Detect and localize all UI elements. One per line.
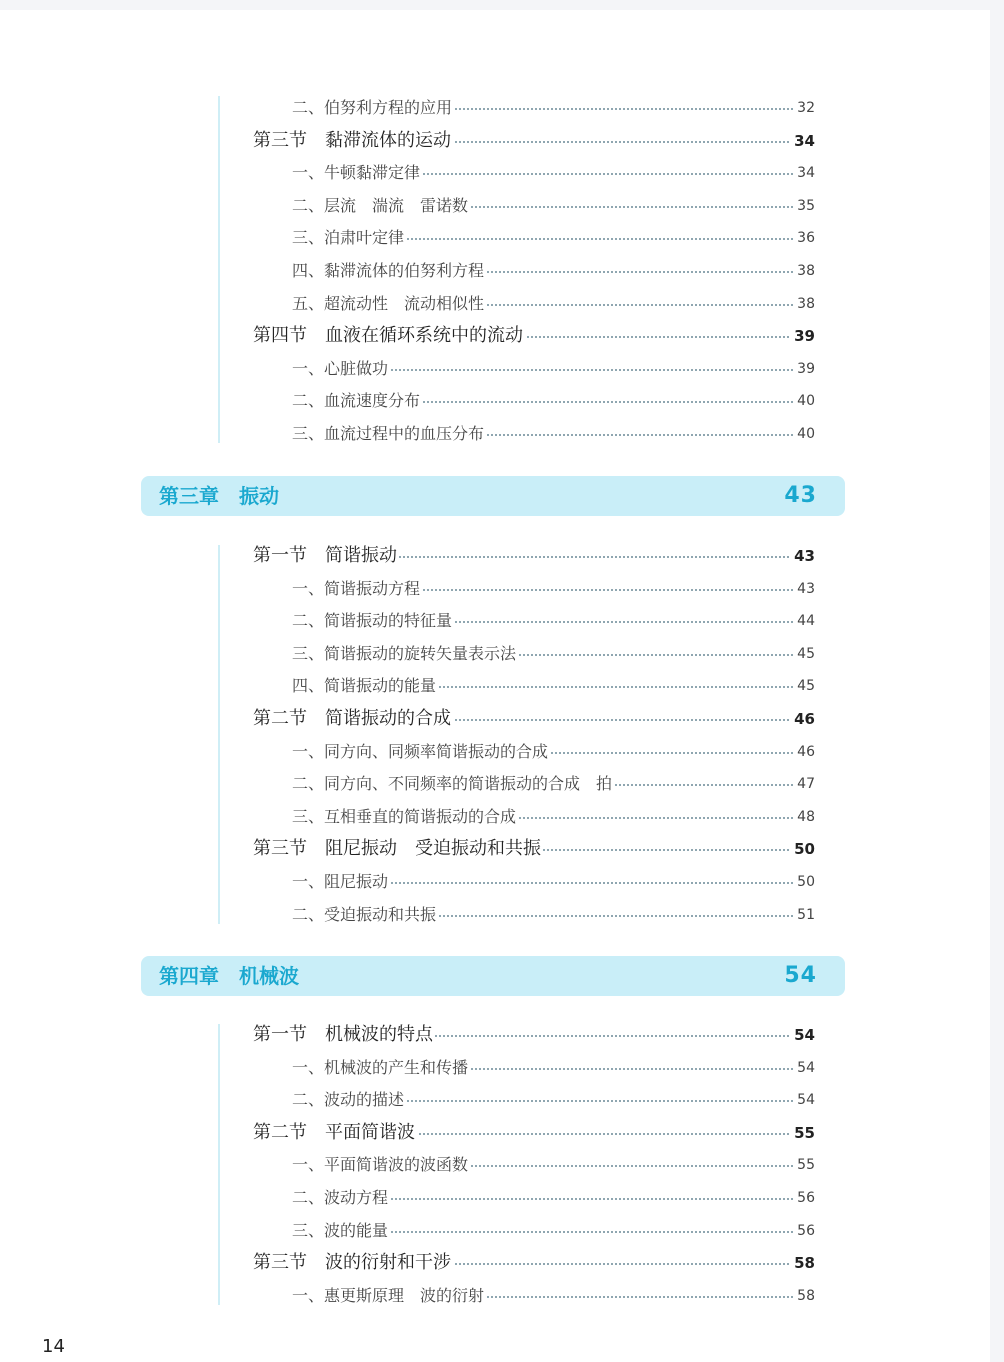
entry-title: 一、简谐振动方程 xyxy=(292,576,422,602)
toc-item-entry[interactable] xyxy=(0,95,990,121)
toc-item-entry[interactable] xyxy=(0,421,990,447)
entry-title: 三、泊肃叶定律 xyxy=(292,225,406,251)
entry-title: 一、惠更斯原理 波的衍射 xyxy=(292,1283,486,1309)
toc-item-entry[interactable] xyxy=(0,902,990,928)
entry-title: 一、平面简谐波的波函数 xyxy=(292,1152,470,1178)
toc-section-entry[interactable] xyxy=(0,836,990,862)
toc-item-entry[interactable] xyxy=(0,869,990,895)
entry-page-number: 38 xyxy=(793,258,815,284)
entry-title: 第一节 简谐振动 xyxy=(253,543,399,569)
entry-title: 第三节 阻尼振动 受迫振动和共振 xyxy=(253,836,543,862)
toc-item-entry[interactable] xyxy=(0,804,990,830)
entry-page-number: 50 xyxy=(790,836,815,862)
entry-page-number: 48 xyxy=(793,804,815,830)
entry-page-number: 38 xyxy=(793,291,815,317)
toc-section-entry[interactable] xyxy=(0,1022,990,1048)
entry-page-number: 56 xyxy=(793,1218,815,1244)
entry-page-number: 40 xyxy=(793,421,815,447)
entry-page-number: 55 xyxy=(790,1120,815,1146)
page-number: 14 xyxy=(42,1336,65,1357)
toc-item-entry[interactable] xyxy=(0,1218,990,1244)
toc-item-entry[interactable] xyxy=(0,1087,990,1113)
entry-title: 三、简谐振动的旋转矢量表示法 xyxy=(292,641,518,667)
toc-item-entry[interactable] xyxy=(0,356,990,382)
entry-page-number: 35 xyxy=(793,193,815,219)
entry-page-number: 34 xyxy=(790,128,815,154)
toc-section-entry[interactable] xyxy=(0,323,990,349)
toc-item-entry[interactable] xyxy=(0,291,990,317)
toc-section-entry[interactable] xyxy=(0,706,990,732)
toc-item-entry[interactable] xyxy=(0,673,990,699)
chapter-title: 第四章 机械波 xyxy=(159,964,299,988)
entry-title: 一、心脏做功 xyxy=(292,356,390,382)
toc-item-entry[interactable] xyxy=(0,258,990,284)
entry-page-number: 36 xyxy=(793,225,815,251)
toc-section-entry[interactable] xyxy=(0,1250,990,1276)
entry-page-number: 34 xyxy=(793,160,815,186)
entry-page-number: 45 xyxy=(793,641,815,667)
toc-item-entry[interactable] xyxy=(0,193,990,219)
entry-title: 二、波动的描述 xyxy=(292,1087,406,1113)
entry-page-number: 58 xyxy=(793,1283,815,1309)
entry-title: 第三节 波的衍射和干涉 xyxy=(253,1250,453,1276)
entry-title: 四、黏滞流体的伯努利方程 xyxy=(292,258,486,284)
entry-page-number: 39 xyxy=(793,356,815,382)
toc-item-entry[interactable] xyxy=(0,1055,990,1081)
entry-page-number: 43 xyxy=(793,576,815,602)
entry-title: 二、伯努利方程的应用 xyxy=(292,95,454,121)
entry-title: 二、简谐振动的特征量 xyxy=(292,608,454,634)
entry-title: 一、机械波的产生和传播 xyxy=(292,1055,470,1081)
entry-page-number: 44 xyxy=(793,608,815,634)
entry-title: 二、层流 湍流 雷诺数 xyxy=(292,193,470,219)
entry-title: 二、同方向、不同频率的简谐振动的合成 拍 xyxy=(292,771,614,797)
toc-item-entry[interactable] xyxy=(0,160,990,186)
toc-item-entry[interactable] xyxy=(0,388,990,414)
entry-page-number: 54 xyxy=(793,1055,815,1081)
toc-section-entry[interactable] xyxy=(0,1120,990,1146)
entry-title: 四、简谐振动的能量 xyxy=(292,673,438,699)
entry-page-number: 45 xyxy=(793,673,815,699)
entry-title: 第四节 血液在循环系统中的流动 xyxy=(253,323,525,349)
toc-item-entry[interactable] xyxy=(0,771,990,797)
entry-page-number: 51 xyxy=(793,902,815,928)
entry-page-number: 54 xyxy=(790,1022,815,1048)
entry-page-number: 50 xyxy=(793,869,815,895)
entry-title: 一、阻尼振动 xyxy=(292,869,390,895)
entry-title: 第二节 简谐振动的合成 xyxy=(253,706,453,732)
toc-item-entry[interactable] xyxy=(0,225,990,251)
entry-page-number: 46 xyxy=(790,706,815,732)
toc-item-entry[interactable] xyxy=(0,1185,990,1211)
chapter-heading[interactable] xyxy=(141,476,845,516)
entry-title: 二、受迫振动和共振 xyxy=(292,902,438,928)
entry-page-number: 43 xyxy=(790,543,815,569)
entry-page-number: 55 xyxy=(793,1152,815,1178)
entry-title: 第一节 机械波的特点 xyxy=(253,1022,435,1048)
entry-page-number: 46 xyxy=(793,739,815,765)
toc-item-entry[interactable] xyxy=(0,1152,990,1178)
toc-item-entry[interactable] xyxy=(0,739,990,765)
toc-item-entry[interactable] xyxy=(0,641,990,667)
toc-item-entry[interactable] xyxy=(0,1283,990,1309)
entry-page-number: 56 xyxy=(793,1185,815,1211)
entry-title: 一、同方向、同频率简谐振动的合成 xyxy=(292,739,550,765)
entry-page-number: 39 xyxy=(790,323,815,349)
entry-title: 五、超流动性 流动相似性 xyxy=(292,291,486,317)
toc-item-entry[interactable] xyxy=(0,576,990,602)
entry-page-number: 58 xyxy=(790,1250,815,1276)
chapter-page-number: 54 xyxy=(784,963,817,988)
chapter-title: 第三章 振动 xyxy=(159,484,279,508)
entry-page-number: 40 xyxy=(793,388,815,414)
entry-title: 一、牛顿黏滞定律 xyxy=(292,160,422,186)
entry-title: 二、波动方程 xyxy=(292,1185,390,1211)
entry-title: 第二节 平面简谐波 xyxy=(253,1120,417,1146)
entry-title: 二、血流速度分布 xyxy=(292,388,422,414)
entry-page-number: 32 xyxy=(793,95,815,121)
entry-title: 三、互相垂直的简谐振动的合成 xyxy=(292,804,518,830)
entry-page-number: 54 xyxy=(793,1087,815,1113)
chapter-heading[interactable] xyxy=(141,956,845,996)
toc-item-entry[interactable] xyxy=(0,608,990,634)
chapter-page-number: 43 xyxy=(784,483,817,508)
entry-title: 三、波的能量 xyxy=(292,1218,390,1244)
toc-section-entry[interactable] xyxy=(0,128,990,154)
entry-title: 三、血流过程中的血压分布 xyxy=(292,421,486,447)
entry-page-number: 47 xyxy=(793,771,815,797)
toc-section-entry[interactable] xyxy=(0,543,990,569)
entry-title: 第三节 黏滞流体的运动 xyxy=(253,128,453,154)
